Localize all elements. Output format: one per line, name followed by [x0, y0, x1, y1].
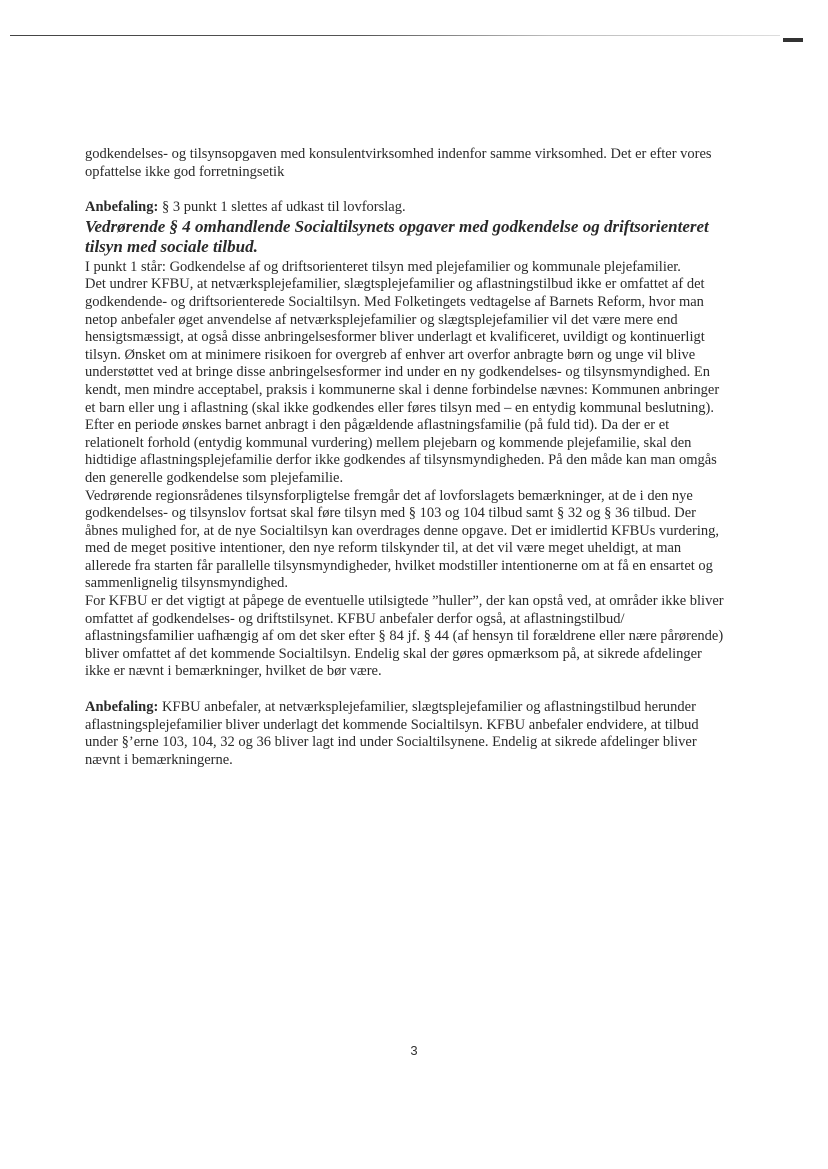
body-paragraph-1: I punkt 1 står: Godkendelse af og driftsorienteret tilsyn med plejefamilier og kommunale plejefamilier. [85, 258, 681, 275]
body-paragraph-2: Det undrer KFBU, at netværksplejefamilier, slægtsplejefamilier og aflastningstilbud ikke er omfattet af det godkendende- og driftsorienterede Socialtilsyn. Med Folketingets vedtagelse af Barnets Reform, hvor man netop anbefaler øget anvendelse af netværksplejefamilier og slægtsplejefamilier vil det være mere end hensigtsmæssigt, at også disse anbringelsesformer bliver underlagt et kvalificeret, uvildigt og kontinuerligt tilsyn. Ønsket om at minimere risikoen for overgreb af enhver art overfor anbragte børn og unge vil blive understøttet ved at bringe disse anbringelsesformer ind under en ny godkendelses- og tilsynsmyndighed. En kendt, men mindre acceptabel, praksis i kommunerne skal i denne forbindelse nævnes: Kommunen anbringer et barn eller ung i aflastning (skal ikke godkendes eller føres tilsyn med – en entydig kommunal beslutning). Efter en periode ønskes barnet anbragt i den pågældende aflastningsfamilie (på fuld tid). Da der er et relationelt forhold (entydig kommunal vurdering) mellem plejebarn og kommende plejefamilie, skal den hidtidige aflastningsplejefamilie derfor ikke godkendes af tilsynsmyndigheden. På den måde kan man omgås den generelle godkendelse som plejefamilie. [85, 276, 720, 486]
recommendation-label-2: Anbefaling: [85, 699, 159, 716]
section-heading: Vedrørende § 4 omhandlende Socialtilsynets opgaver med godkendelse og driftsorienteret tilsyn med sociale tilbud. [85, 216, 709, 256]
recommendation-paragraph-1 [85, 199, 725, 217]
page-number: 3 [410, 1043, 418, 1058]
recommendation-text-1: § 3 punkt 1 slettes af udkast til lovforslag. [158, 199, 406, 216]
recommendation-paragraph-2 [85, 699, 725, 769]
recommendation-text-2: KFBU anbefaler, at netværksplejefamilier, slægtsplejefamilier og aflastningstilbud herunder aflastningsplejefamilier bliver underlagt det kommende Socialtilsyn. KFBU anbefaler endvidere, at tilbud under §’erne 103, 104, 32 og 36 bliver lagt ind under Socialtilsynene. Endelig at sikrede afdelinger bliver nævnt i bemærkningerne. [85, 699, 699, 768]
body-paragraph-3: Vedrørende regionsrådenes tilsynsforpligtelse fremgår det af lovforslagets bemærkninger, at de i den nye godkendelses- og tilsynslov fortsat skal føre tilsyn med § 103 og 104 tilbud samt § 32 og § 36 tilbud. Der åbnes mulighed for, at de nye Socialtilsyn kan overdrages denne opgave. Det er imidlertid KFBUs vurdering, med de meget positive intentioner, den nye reform tilskynder til, at det vil være meget uheldigt, at man allerede fra starten får parallelle tilsynsmyndigheder, hvilket modstiller intentionerne om at få en ensartet og sammenlignelig tilsynsmyndighed. [85, 487, 720, 592]
document-body [85, 146, 725, 769]
scan-header-rule [10, 35, 780, 36]
intro-paragraph: godkendelses- og tilsynsopgaven med konsulentvirksomhed indenfor samme virksomhed. Det er efter vores opfattelse ikke god forretningsetik [85, 146, 712, 180]
recommendation-label-1: Anbefaling: [85, 199, 159, 216]
body-paragraph-4: For KFBU er det vigtigt at påpege de eventuelle utilsigtede ”huller”, der kan opstå ved, at områder ikke bliver omfattet af godkendelses- og driftstilsynet. KFBU anbefaler derfor også, at aflastningstilbud/ aflastningsfamilier uafhængig af om det sker efter § 84 jf. § 44 (af hensyn til forældrene eller nære pårørende) bliver omfattet af det kommende Socialtilsyn. Endelig skal der gøres opmærksom på, at sikrede afdelinger ikke er nævnt i bemærkninger, hvilket de bør være. [85, 593, 724, 680]
scan-corner-mark [783, 38, 803, 42]
